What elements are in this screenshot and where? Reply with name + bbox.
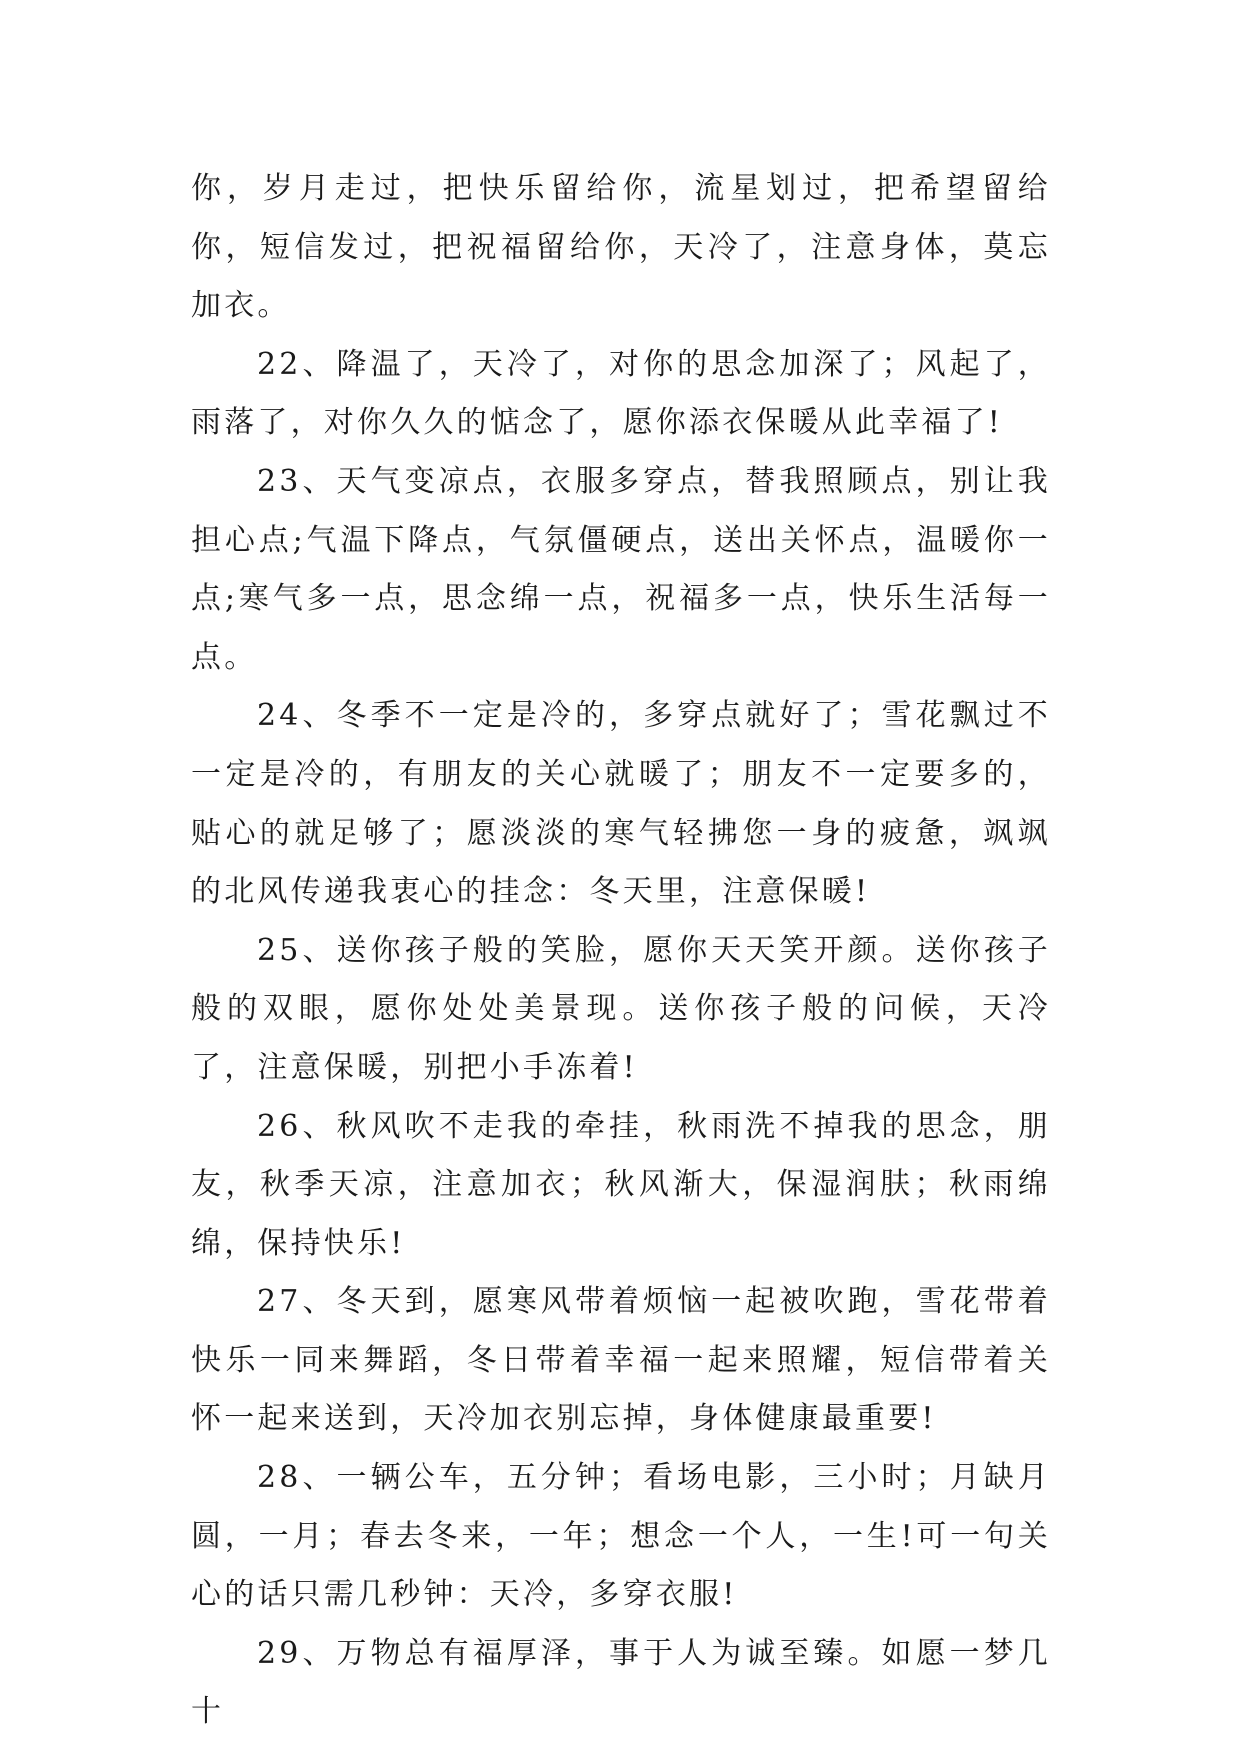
paragraph: 28、一辆公车，五分钟；看场电影，三小时；月缺月圆，一月；春去冬来，一年；想念一个人，一生!可一句关心的话只需几秒钟：天冷，多穿衣服! <box>191 1460 1051 1613</box>
paragraph: 22、降温了，天冷了，对你的思念加深了；风起了，雨落了，对你久久的惦念了，愿你添衣保暖从此幸福了! <box>191 346 1051 441</box>
paragraph: 29、万物总有福厚泽，事于人为诚至臻。如愿一梦几十 <box>191 1635 1051 1730</box>
paragraph: 26、秋风吹不走我的牵挂，秋雨洗不掉我的思念，朋友，秋季天凉，注意加衣；秋风渐大，保湿润肤；秋雨绵绵，保持快乐! <box>191 1108 1051 1261</box>
paragraph: 你，岁月走过，把快乐留给你，流星划过，把希望留给你，短信发过，把祝福留给你，天冷了，注意身体，莫忘加衣。 <box>191 171 1051 324</box>
paragraph: 24、冬季不一定是冷的，多穿点就好了；雪花飘过不一定是冷的，有朋友的关心就暖了；朋友不一定要多的，贴心的就足够了；愿淡淡的寒气轻拂您一身的疲惫，飒飒的北风传递我衷心的挂念：冬天里，注意保暖! <box>191 698 1051 910</box>
paragraph: 23、天气变凉点，衣服多穿点，替我照顾点，别让我担心点;气温下降点，气氛僵硬点，送出关怀点，温暖你一点;寒气多一点，思念绵一点，祝福多一点，快乐生活每一点。 <box>191 463 1051 675</box>
paragraph: 27、冬天到，愿寒风带着烦恼一起被吹跑，雪花带着快乐一同来舞蹈，冬日带着幸福一起来照耀，短信带着关怀一起来送到，天冷加衣别忘掉，身体健康最重要! <box>191 1284 1051 1437</box>
document-body <box>191 160 1051 1742</box>
paragraph: 25、送你孩子般的笑脸，愿你天天笑开颜。送你孩子般的双眼，愿你处处美景现。送你孩子般的问候，天冷了，注意保暖，别把小手冻着! <box>191 932 1051 1085</box>
